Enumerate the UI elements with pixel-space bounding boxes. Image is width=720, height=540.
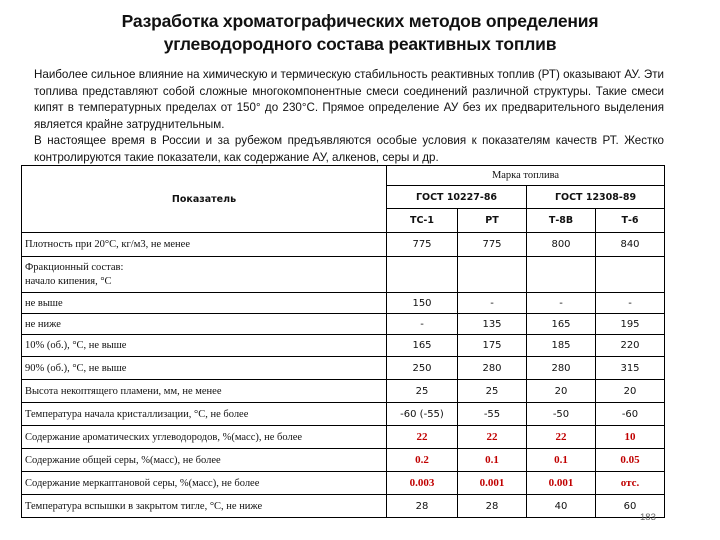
cell-value: 0.1	[458, 449, 527, 472]
cell-value: -60 (-55)	[387, 403, 458, 426]
cell-value: 280	[458, 357, 527, 380]
cell-value: 315	[596, 357, 665, 380]
intro-paragraph-2: В настоящее время в России и за рубежом предъявляются особые условия к показателям качеств РТ. Жестко контролируются такие показатели, как содержание АУ, алкенов, серы и др.	[34, 134, 664, 164]
cell-value: -50	[527, 403, 596, 426]
indicator-header: Показатель	[22, 166, 387, 233]
cell-value: 250	[387, 357, 458, 380]
cell-value: -	[527, 293, 596, 314]
table-row	[22, 495, 665, 518]
cell-value	[458, 257, 527, 293]
cell-value: 800	[527, 233, 596, 257]
row-label: 90% (об.), °С, не выше	[22, 357, 387, 380]
cell-value: -	[387, 314, 458, 335]
fuel-header-t8v: Т-8В	[527, 209, 596, 233]
table-row	[22, 472, 665, 495]
cell-value: 22	[458, 426, 527, 449]
slide-title	[40, 10, 680, 56]
table-row	[22, 426, 665, 449]
fuel-header-rt: РТ	[458, 209, 527, 233]
table-row	[22, 335, 665, 357]
row-label	[22, 257, 387, 293]
page-number: 183	[640, 512, 656, 523]
brand-header: Марка топлива	[387, 166, 665, 186]
cell-value: 165	[387, 335, 458, 357]
fuel-header-ts1: ТС-1	[387, 209, 458, 233]
cell-value	[527, 257, 596, 293]
row-label: не ниже	[22, 314, 387, 335]
cell-value: 0.001	[458, 472, 527, 495]
fuel-specs-table	[21, 165, 665, 518]
table-row	[22, 357, 665, 380]
row-label: Плотность при 20°С, кг/м3, не менее	[22, 233, 387, 257]
standard-header-2: ГОСТ 12308-89	[527, 186, 665, 209]
cell-value	[387, 257, 458, 293]
cell-value: -60	[596, 403, 665, 426]
row-label: Содержание меркаптановой серы, %(масс), не более	[22, 472, 387, 495]
cell-value: 60	[596, 495, 665, 518]
cell-value: 135	[458, 314, 527, 335]
cell-value: 25	[387, 380, 458, 403]
cell-value: 40	[527, 495, 596, 518]
cell-value: 175	[458, 335, 527, 357]
cell-value: 0.003	[387, 472, 458, 495]
cell-value: 28	[458, 495, 527, 518]
intro-text	[34, 67, 664, 167]
cell-value: 195	[596, 314, 665, 335]
title-line-1: Разработка хроматографических методов определения	[121, 11, 599, 31]
cell-value: 0.2	[387, 449, 458, 472]
cell-value: -55	[458, 403, 527, 426]
cell-value: 280	[527, 357, 596, 380]
intro-paragraph-1: Наиболее сильное влияние на химическую и термическую стабильность реактивных топлив (РТ) оказывают АУ. Эти топлива представляют собой сложные многокомпонентные смеси соединений различной структуры. Такие смеси кипят в температурных пределах от 150° до 230°С. Прямое определение АУ без их предварительного выделения является крайне затруднительным.	[34, 68, 664, 131]
row-label: Содержание общей серы, %(масс), не более	[22, 449, 387, 472]
cell-value: -	[458, 293, 527, 314]
standard-header-1: ГОСТ 10227-86	[387, 186, 527, 209]
row-label: Температура вспышки в закрытом тигле, °С, не ниже	[22, 495, 387, 518]
cell-value: 775	[387, 233, 458, 257]
row-label: не выше	[22, 293, 387, 314]
table-row	[22, 233, 665, 257]
cell-value: отс.	[596, 472, 665, 495]
table-row	[22, 403, 665, 426]
cell-value: 25	[458, 380, 527, 403]
cell-value: 150	[387, 293, 458, 314]
cell-value: 0.001	[527, 472, 596, 495]
cell-value: 185	[527, 335, 596, 357]
row-label: Высота некоптящего пламени, мм, не менее	[22, 380, 387, 403]
table-row	[22, 449, 665, 472]
cell-value: 28	[387, 495, 458, 518]
cell-value: -	[596, 293, 665, 314]
cell-value: 20	[596, 380, 665, 403]
row-label: Температура начала кристаллизации, °С, не более	[22, 403, 387, 426]
cell-value	[596, 257, 665, 293]
cell-value: 20	[527, 380, 596, 403]
row-label-line-2: начало кипения, °С	[25, 275, 112, 287]
row-label: 10% (об.), °С, не выше	[22, 335, 387, 357]
cell-value: 220	[596, 335, 665, 357]
fuel-header-t6: Т-6	[596, 209, 665, 233]
cell-value: 775	[458, 233, 527, 257]
table-row	[22, 257, 665, 293]
cell-value: 10	[596, 426, 665, 449]
row-label-line-1: Фракционный состав:	[25, 261, 124, 273]
row-label: Содержание ароматических углеводородов, %(масс), не более	[22, 426, 387, 449]
cell-value: 0.05	[596, 449, 665, 472]
table-row	[22, 314, 665, 335]
table-row	[22, 293, 665, 314]
title-line-2: углеводородного состава реактивных топлив	[163, 34, 557, 54]
cell-value: 0.1	[527, 449, 596, 472]
cell-value: 165	[527, 314, 596, 335]
cell-value: 22	[527, 426, 596, 449]
table-row	[22, 380, 665, 403]
cell-value: 840	[596, 233, 665, 257]
cell-value: 22	[387, 426, 458, 449]
